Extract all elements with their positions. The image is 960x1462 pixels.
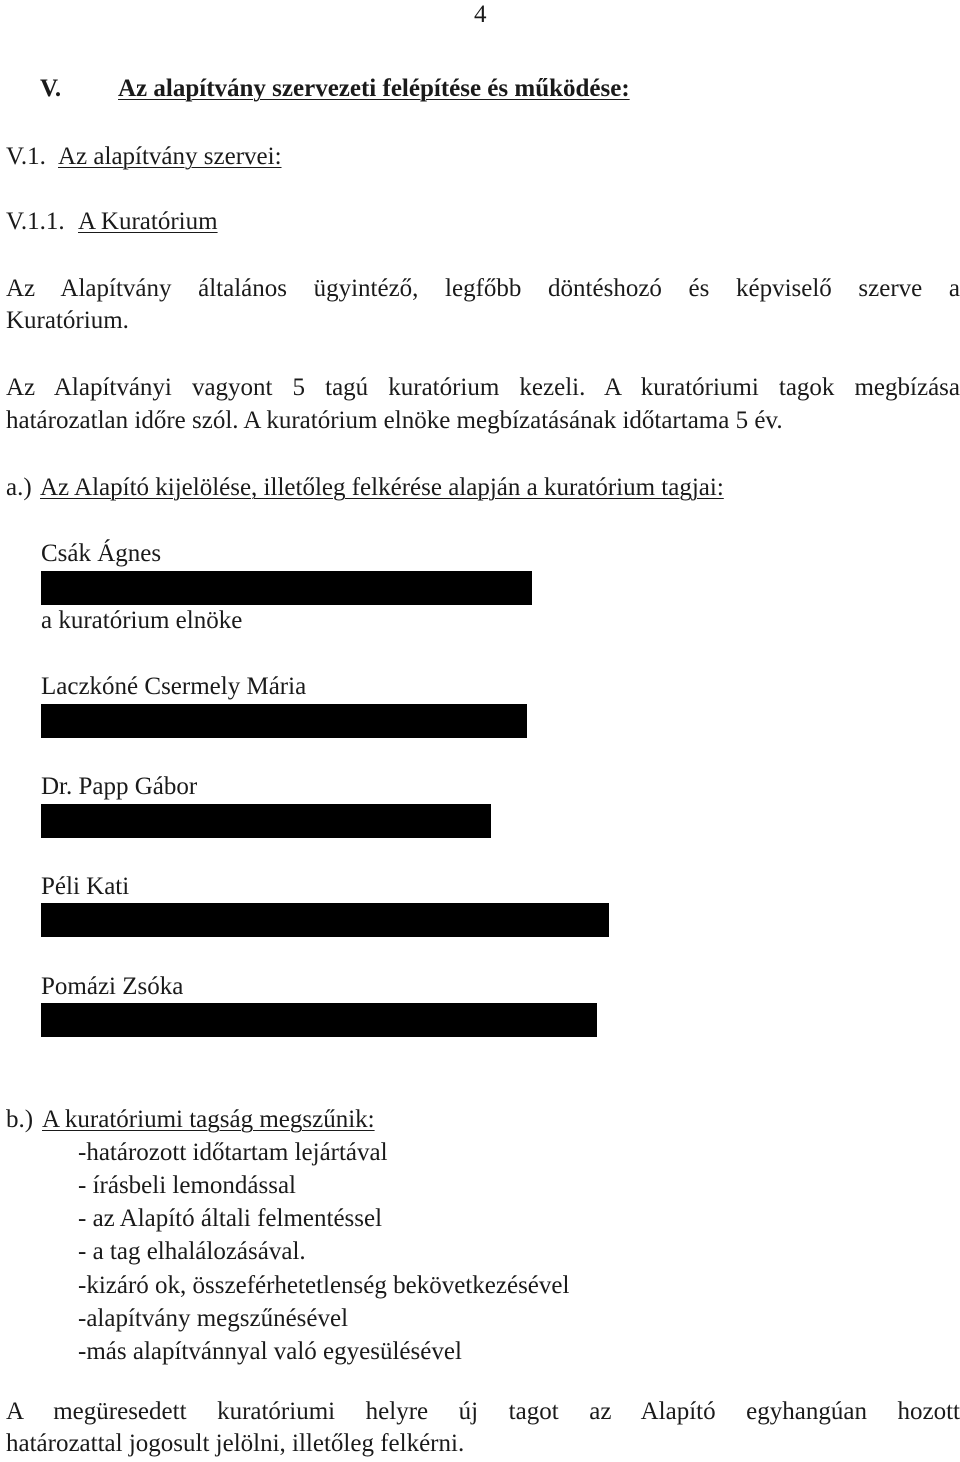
redaction-bar <box>41 571 532 605</box>
termination-item: - írásbeli lemondással <box>78 1172 296 1199</box>
termination-title: A kuratóriumi tagság megszűnik: <box>42 1106 375 1133</box>
paragraph-1-line-2: Kuratórium. <box>6 307 129 334</box>
redaction-bar <box>41 903 609 937</box>
heading-title: Az alapítvány szervezeti felépítése és működése: <box>118 75 630 102</box>
heading-number: V. <box>40 75 62 102</box>
members-intro-prefix: a.) <box>6 474 32 501</box>
section-1-1-number: V.1.1. <box>6 208 65 235</box>
redaction-bar <box>41 704 527 738</box>
termination-item: - az Alapító általi felmentéssel <box>78 1205 383 1232</box>
member-role: a kuratórium elnöke <box>41 607 243 634</box>
page-number: 4 <box>474 1 487 28</box>
members-intro-text: Az Alapító kijelölése, illetőleg felkérése alapján a kuratórium tagjai: <box>40 474 724 501</box>
termination-item: -kizáró ok, összeférhetetlenség bekövetkezésével <box>78 1272 570 1299</box>
section-1-1-title: A Kuratórium <box>78 208 218 235</box>
closing-line-2: határozattal jogosult jelölni, illetőleg felkérni. <box>6 1430 465 1457</box>
member-name: Dr. Papp Gábor <box>41 773 198 800</box>
section-1-number: V.1. <box>6 143 46 170</box>
member-name: Péli Kati <box>41 873 130 900</box>
termination-item: -alapítvány megszűnésével <box>78 1305 349 1332</box>
redaction-bar <box>41 1003 597 1037</box>
termination-prefix: b.) <box>6 1106 34 1133</box>
termination-item: - a tag elhalálozásával. <box>78 1238 306 1265</box>
member-name: Pomázi Zsóka <box>41 973 184 1000</box>
member-name: Laczkóné Csermely Mária <box>41 673 307 700</box>
paragraph-1-line-1: Az Alapítvány általános ügyintéző, legfőbb döntéshozó és képviselő szerve a <box>6 275 960 302</box>
paragraph-2-line-2: határozatlan időre szól. A kuratórium elnöke megbízatásának időtartama 5 év. <box>6 407 783 434</box>
closing-line-1: A megüresedett kuratóriumi helyre új tagot az Alapító egyhangúan hozott <box>6 1398 960 1425</box>
member-name: Csák Ágnes <box>41 540 162 567</box>
redaction-bar <box>41 804 491 838</box>
termination-item: -határozott időtartam lejártával <box>78 1139 388 1166</box>
paragraph-2-line-1: Az Alapítványi vagyont 5 tagú kuratórium kezeli. A kuratóriumi tagok megbízása <box>6 374 960 401</box>
section-1-title: Az alapítvány szervei: <box>58 143 282 170</box>
termination-item: -más alapítvánnyal való egyesülésével <box>78 1338 462 1365</box>
